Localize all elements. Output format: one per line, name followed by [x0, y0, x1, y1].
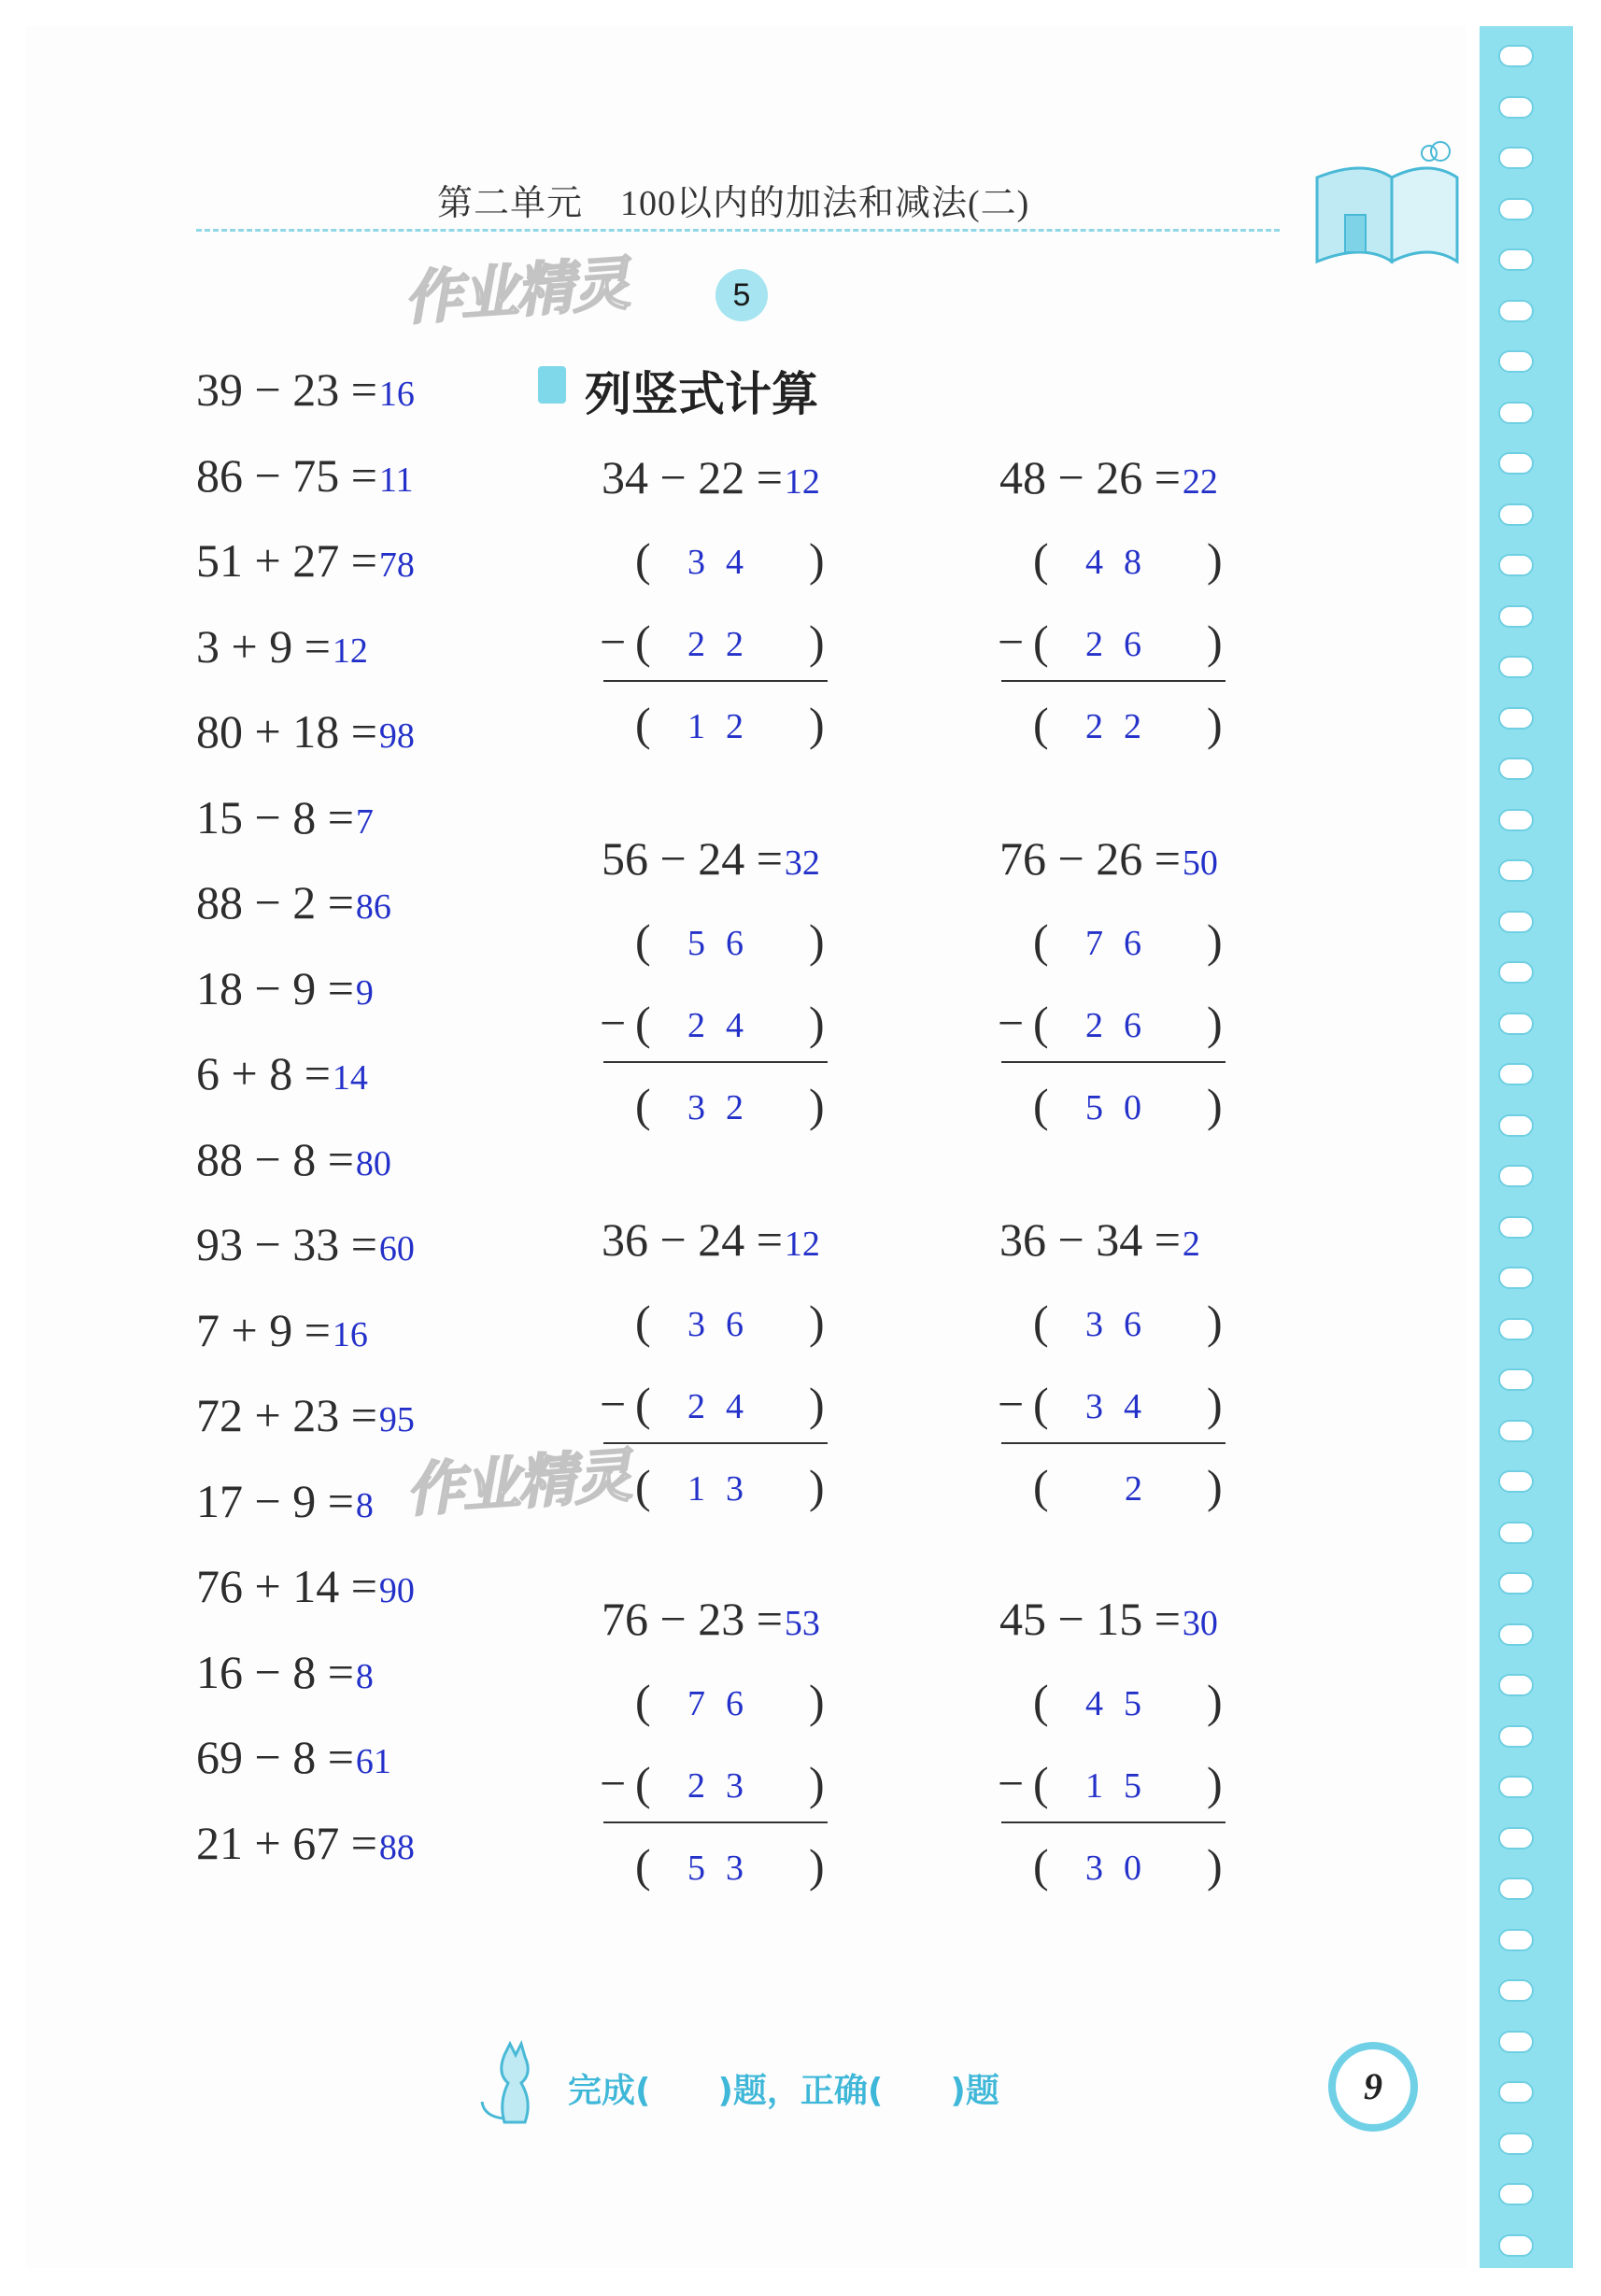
vertical-answer: 12 [784, 1225, 820, 1264]
vertical-expression: 36 − 24 = [602, 1213, 783, 1266]
binding-ring [1498, 1623, 1534, 1646]
close-paren: ) [1207, 616, 1223, 668]
equation-answer: 61 [355, 1742, 391, 1781]
watermark-top: 作业精灵 [402, 251, 630, 333]
digits: 48 [1085, 543, 1162, 582]
vertical-problem [602, 450, 863, 861]
open-paren: ( [635, 533, 651, 586]
equation-expression: 72 + 23 = [196, 1389, 377, 1441]
equation-expression: 7 + 9 = [196, 1303, 331, 1356]
equation-item [196, 1303, 368, 1357]
binding-ring [1498, 1776, 1534, 1798]
difference-row [602, 1459, 844, 1515]
vertical-expression: 36 − 34 = [999, 1213, 1181, 1266]
minus-sign: − [600, 616, 627, 668]
equation-answer: 14 [332, 1058, 368, 1098]
difference-row [602, 1078, 844, 1134]
result-rule [1001, 1061, 1226, 1063]
binding-ring [1498, 1013, 1534, 1035]
vertical-answer: 12 [784, 462, 820, 502]
binding-ring [1498, 1420, 1534, 1442]
vertical-problem [999, 1212, 1261, 1623]
open-paren: ( [635, 1378, 651, 1430]
difference-row [602, 1838, 844, 1894]
open-paren: ( [1033, 1675, 1049, 1727]
equation-expression: 21 + 67 = [196, 1816, 377, 1869]
difference-row [602, 697, 844, 753]
equation-answer: 86 [355, 887, 391, 927]
digits: 13 [687, 1469, 764, 1509]
equation-expression: 17 − 9 = [196, 1474, 354, 1527]
section-title: 列竖式计算 [585, 367, 818, 421]
digits: 12 [687, 707, 764, 746]
close-paren: ) [809, 1296, 825, 1348]
result-rule [1001, 680, 1226, 682]
equation-answer: 12 [332, 631, 368, 671]
binding-ring [1498, 45, 1534, 67]
vertical-problem-equation [602, 831, 820, 886]
binding-ring [1498, 911, 1534, 933]
equation-item [196, 1645, 374, 1699]
pencil-icon [538, 366, 566, 404]
close-paren: ) [1207, 1675, 1223, 1727]
open-paren: ( [635, 997, 651, 1049]
digits: 50 [1085, 1088, 1162, 1127]
close-paren: ) [1207, 1296, 1223, 1348]
equation-item [196, 1730, 391, 1784]
equation-item [196, 1046, 368, 1100]
digits: 30 [1085, 1849, 1162, 1888]
equation-answer: 98 [378, 716, 415, 756]
digits: 32 [687, 1088, 764, 1127]
subtrahend-row [602, 996, 844, 1052]
digits: 45 [1085, 1684, 1162, 1723]
binding-ring [1498, 1522, 1534, 1544]
equation-expression: 39 − 23 = [196, 363, 377, 416]
close-paren: ) [809, 914, 825, 967]
subtrahend-row [602, 1377, 844, 1433]
minus-sign: − [998, 1378, 1025, 1430]
minus-sign: − [600, 1378, 627, 1430]
binding-ring [1498, 1979, 1534, 2002]
open-paren: ( [635, 616, 651, 668]
digits: 36 [687, 1305, 764, 1344]
equation-item [196, 875, 391, 929]
equation-answer: 60 [378, 1229, 415, 1268]
close-paren: ) [809, 698, 825, 750]
binding-ring [1498, 1165, 1534, 1187]
binding-ring [1498, 198, 1534, 220]
equation-answer: 90 [378, 1571, 415, 1610]
close-paren: ) [809, 1675, 825, 1727]
digits: 36 [1085, 1305, 1162, 1344]
equation-expression: 3 + 9 = [196, 619, 331, 673]
binding-ring [1498, 248, 1534, 271]
subtrahend-row [999, 615, 1242, 671]
open-paren: ( [1033, 1079, 1049, 1131]
vertical-problem-equation [602, 1592, 820, 1646]
difference-row [999, 1459, 1242, 1515]
digits: 2 [1125, 1469, 1163, 1509]
digits: 15 [1085, 1766, 1162, 1806]
topic-label: 100以内的加法和减法(二) [620, 184, 1030, 223]
digits: 34 [1085, 1387, 1162, 1426]
close-paren: ) [1207, 533, 1223, 586]
equation-answer: 8 [355, 1656, 374, 1696]
open-paren: ( [635, 1296, 651, 1348]
binding-ring [1498, 350, 1534, 373]
vertical-problem [602, 831, 863, 1242]
vertical-answer: 32 [784, 843, 820, 883]
binding-ring [1498, 147, 1534, 169]
equation-expression: 80 + 18 = [196, 705, 377, 758]
equation-expression: 93 − 33 = [196, 1218, 377, 1270]
equation-answer: 80 [355, 1143, 391, 1183]
minuend-row [602, 532, 844, 588]
difference-row [999, 1078, 1242, 1134]
open-paren: ( [1033, 1839, 1049, 1892]
open-paren: ( [1033, 1460, 1049, 1512]
equation-item [196, 961, 374, 1015]
vertical-problem [602, 1212, 863, 1623]
vertical-problem [999, 831, 1261, 1242]
close-paren: ) [1207, 997, 1223, 1049]
vertical-expression: 45 − 15 = [999, 1593, 1181, 1645]
equation-item [196, 1217, 415, 1271]
equation-item [196, 1559, 415, 1613]
digits: 26 [1085, 1006, 1162, 1045]
vertical-problem-equation [999, 1592, 1218, 1646]
binding-ring [1498, 1318, 1534, 1340]
digits: 76 [1085, 924, 1162, 963]
equation-answer: 16 [332, 1314, 368, 1354]
binding-ring [1498, 1878, 1534, 1900]
close-paren: ) [1207, 1839, 1223, 1892]
close-paren: ) [809, 997, 825, 1049]
digits: 76 [687, 1684, 764, 1723]
equation-item [196, 448, 414, 503]
minuend-row [602, 1674, 844, 1730]
open-paren: ( [635, 1079, 651, 1131]
equation-item [196, 1816, 415, 1870]
open-paren: ( [635, 1839, 651, 1892]
exercise-number-badge: 5 [715, 269, 768, 321]
binding-ring [1498, 300, 1534, 322]
close-paren: ) [809, 616, 825, 668]
digits: 24 [687, 1006, 764, 1045]
equation-expression: 76 + 14 = [196, 1560, 377, 1612]
binding-ring [1498, 1063, 1534, 1085]
watermark-middle: 作业精灵 [404, 1443, 632, 1524]
minuend-row [999, 1674, 1242, 1730]
vertical-problem-equation [999, 450, 1218, 504]
equation-item [196, 704, 415, 758]
close-paren: ) [1207, 1378, 1223, 1430]
result-rule [1001, 1821, 1226, 1823]
equation-item [196, 790, 374, 844]
binding-ring [1498, 1368, 1534, 1391]
digits: 22 [1085, 707, 1162, 746]
vertical-problem [999, 450, 1261, 861]
binding-ring [1498, 1470, 1534, 1493]
binding-ring [1498, 961, 1534, 984]
close-paren: ) [809, 1079, 825, 1131]
minus-sign: − [998, 1757, 1025, 1809]
open-paren: ( [1033, 1296, 1049, 1348]
vertical-problem-equation [999, 831, 1218, 886]
equation-item [196, 619, 368, 673]
binding-ring [1498, 2183, 1534, 2205]
minuend-row [602, 914, 844, 970]
vertical-answer: 30 [1182, 1604, 1218, 1643]
equation-answer: 11 [378, 460, 414, 500]
equation-expression: 18 − 9 = [196, 961, 354, 1014]
result-rule [603, 1061, 828, 1063]
binding-ring [1498, 1725, 1534, 1748]
difference-row [999, 1838, 1242, 1894]
equation-answer: 9 [355, 972, 374, 1013]
difference-row [999, 697, 1242, 753]
equation-item [196, 1474, 374, 1528]
cat-icon [467, 2036, 560, 2130]
result-rule [603, 1821, 828, 1823]
open-paren: ( [1033, 914, 1049, 967]
equation-expression: 51 + 27 = [196, 534, 377, 587]
equation-item [196, 533, 415, 588]
equation-answer: 7 [355, 801, 374, 842]
minuend-row [999, 914, 1242, 970]
page-header [437, 174, 1029, 225]
digits: 53 [687, 1849, 764, 1888]
vertical-answer: 22 [1182, 462, 1218, 502]
equation-answer: 88 [378, 1827, 415, 1867]
vertical-problem-equation [602, 450, 820, 504]
open-paren: ( [1033, 1757, 1049, 1809]
subtrahend-row [999, 1377, 1242, 1433]
header-divider [196, 229, 1280, 232]
binding-ring [1498, 758, 1534, 780]
open-paren: ( [1033, 616, 1049, 668]
close-paren: ) [1207, 1757, 1223, 1809]
vertical-expression: 56 − 24 = [602, 832, 783, 885]
subtrahend-row [999, 1756, 1242, 1812]
open-paren: ( [1033, 698, 1049, 750]
minuend-row [602, 1295, 844, 1351]
equation-expression: 86 − 75 = [196, 448, 377, 502]
result-rule [1001, 1442, 1226, 1444]
binding-ring [1498, 503, 1534, 526]
page-number: 9 [1328, 2042, 1418, 2132]
close-paren: ) [1207, 1460, 1223, 1512]
close-paren: ) [1207, 1079, 1223, 1131]
minus-sign: − [600, 1757, 627, 1809]
vertical-answer: 2 [1182, 1225, 1200, 1264]
close-paren: ) [1207, 698, 1223, 750]
equation-answer: 95 [378, 1400, 415, 1439]
binding-ring [1498, 656, 1534, 678]
minuend-row [999, 1295, 1242, 1351]
binding-ring [1498, 96, 1534, 119]
subtrahend-row [602, 1756, 844, 1812]
equation-expression: 88 − 2 = [196, 876, 354, 928]
binding-ring [1498, 2133, 1534, 2155]
vertical-expression: 76 − 23 = [602, 1593, 783, 1645]
binding-ring [1498, 554, 1534, 576]
equation-expression: 88 − 8 = [196, 1132, 354, 1185]
completion-footer: 完成( )题，正确( )题 [568, 2072, 999, 2110]
equation-answer: 78 [378, 546, 415, 585]
equation-expression: 15 − 8 = [196, 790, 354, 843]
binding-ring [1498, 402, 1534, 424]
binding-ring [1498, 1674, 1534, 1696]
open-paren: ( [635, 698, 651, 750]
subtrahend-row [602, 615, 844, 671]
subtrahend-row [999, 996, 1242, 1052]
book-illustration [1308, 140, 1466, 280]
binding-ring [1498, 1929, 1534, 1951]
unit-label: 第二单元 [437, 184, 584, 223]
equation-expression: 69 − 8 = [196, 1731, 354, 1783]
open-paren: ( [635, 914, 651, 967]
digits: 24 [687, 1387, 764, 1426]
vertical-answer: 53 [784, 1604, 820, 1643]
binding-ring [1498, 2081, 1534, 2104]
minus-sign: − [998, 997, 1025, 1049]
open-paren: ( [1033, 1378, 1049, 1430]
spiral-binding [1480, 26, 1573, 2268]
result-rule [603, 680, 828, 682]
open-paren: ( [1033, 997, 1049, 1049]
close-paren: ) [809, 1378, 825, 1430]
digits: 26 [1085, 625, 1162, 664]
open-paren: ( [635, 1675, 651, 1727]
equation-item [196, 1388, 415, 1442]
digits: 34 [687, 543, 764, 582]
binding-ring [1498, 859, 1534, 882]
close-paren: ) [1207, 914, 1223, 967]
vertical-problem [999, 1592, 1261, 2003]
binding-ring [1498, 452, 1534, 475]
equation-answer: 16 [378, 375, 415, 414]
open-paren: ( [635, 1460, 651, 1512]
vertical-problem-equation [999, 1212, 1200, 1267]
binding-ring [1498, 605, 1534, 628]
binding-ring [1498, 1827, 1534, 1850]
binding-ring [1498, 1572, 1534, 1594]
close-paren: ) [809, 1839, 825, 1892]
equation-item [196, 362, 415, 417]
minus-sign: − [998, 616, 1025, 668]
equation-answer: 8 [355, 1485, 374, 1525]
digits: 22 [687, 625, 764, 664]
close-paren: ) [809, 1460, 825, 1512]
binding-ring [1498, 1114, 1534, 1137]
equation-item [196, 1132, 391, 1186]
vertical-problem [602, 1592, 863, 2003]
vertical-problem-equation [602, 1212, 820, 1267]
vertical-answer: 50 [1182, 843, 1218, 883]
equation-expression: 16 − 8 = [196, 1645, 354, 1698]
open-paren: ( [635, 1757, 651, 1809]
minus-sign: − [600, 997, 627, 1049]
vertical-expression: 34 − 22 = [602, 451, 783, 503]
binding-ring [1498, 2234, 1534, 2257]
binding-ring [1498, 1267, 1534, 1289]
vertical-expression: 48 − 26 = [999, 451, 1181, 503]
binding-ring [1498, 1216, 1534, 1239]
equation-expression: 6 + 8 = [196, 1047, 331, 1099]
minuend-row [999, 532, 1242, 588]
digits: 56 [687, 924, 764, 963]
vertical-expression: 76 − 26 = [999, 832, 1181, 885]
binding-ring [1498, 707, 1534, 730]
result-rule [603, 1442, 828, 1444]
open-paren: ( [1033, 533, 1049, 586]
close-paren: ) [809, 533, 825, 586]
binding-ring [1498, 2031, 1534, 2053]
close-paren: ) [809, 1757, 825, 1809]
binding-ring [1498, 809, 1534, 831]
digits: 23 [687, 1766, 764, 1806]
